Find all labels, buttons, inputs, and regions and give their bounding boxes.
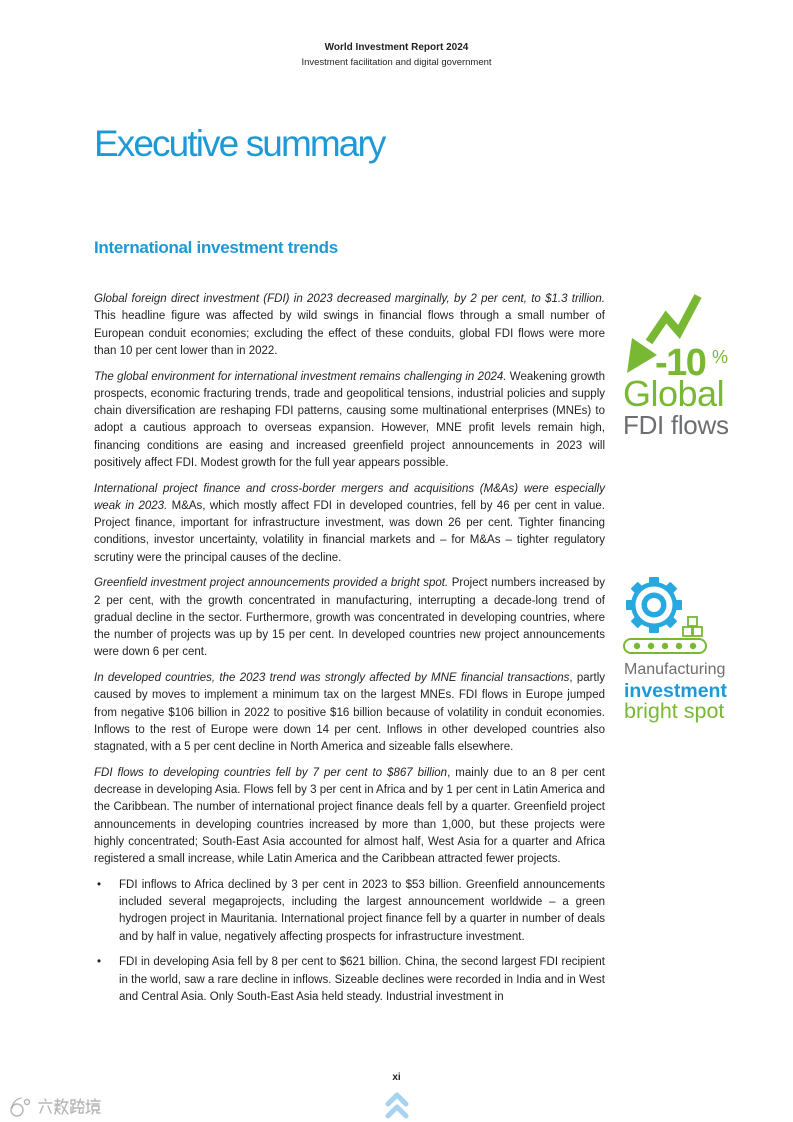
scroll-up-chevron-icon <box>384 1089 410 1121</box>
body-paragraph <box>94 670 605 756</box>
page-title: Executive summary <box>94 123 385 164</box>
fdi-callout-label-global: Global <box>623 373 725 414</box>
body-paragraph <box>94 765 605 869</box>
body-paragraph <box>94 369 605 473</box>
paragraph-lead: International project finance and cross-border mergers and acquisitions (M&As) were especially weak in 2023. <box>94 482 605 512</box>
running-head-subtitle: Investment facilitation and digital government <box>301 57 492 68</box>
body-paragraph <box>94 575 605 661</box>
running-head-title: World Investment Report 2024 <box>324 42 469 53</box>
watermark-logo <box>4 1093 108 1121</box>
body-text-column <box>94 291 605 1015</box>
bullet-icon: • <box>97 878 102 891</box>
paragraph-lead: The global environment for international investment remains challenging in 2024. <box>94 370 507 383</box>
paragraph-body: Weakening growth prospects, economic fracturing trends, trade and geopolitical tensions, industrial policies and supply chain diversification are reshaping FDI patterns, causing some multinational enterprises (MNEs) to adopt a cautious approach to overseas expansion. However, MNE profit levels remain high, financing conditions are easing and increased greenfield project announcements in 2023 will positively affect FDI. Modest growth for the full year appears possible. <box>94 370 605 469</box>
list-item <box>94 954 605 1006</box>
paragraph-lead: In developed countries, the 2023 trend was strongly affected by MNE financial transactions <box>94 672 570 684</box>
paragraph-body: This headline figure was affected by wild swings in financial flows through a small number of European conduit economies; excluding the effect of these conduits, global FDI flows were more than 10 per cent lower than in 2022. <box>94 310 605 357</box>
list-item-text: FDI inflows to Africa declined by 3 per cent in 2023 to $53 billion. Greenfield announcements included several megaprojects, including the largest announcement worldwide – a green hydrogen project in Mauritania. International project finance fell by a quarter in number of deals and by half in value, negatively affecting prospects for infrastructure investment. <box>119 878 605 943</box>
section-heading: International investment trends <box>94 238 338 257</box>
list-item-text: FDI in developing Asia fell by 8 per cent to $621 billion. China, the second largest FDI recipient in the world, saw a rare decline in inflows. Sizeable declines were recorded in India and in West and Central Asia. Only South-East Asia held steady. Industrial investment in <box>119 956 605 1003</box>
page-number: xi <box>392 1072 401 1083</box>
paragraph-body: Project numbers increased by 2 per cent, with the growth concentrated in manufacturing, interrupting a decade-long trend of gradual decline in the sector. Furthermore, growth was concentrated in developing countries, where the number of projects was up by 15 per cent. In developed countries new project announcements were down 6 per cent. <box>94 577 605 659</box>
paragraph-lead: Greenfield investment project announcements provided a bright spot. <box>94 577 449 590</box>
paragraph-lead: FDI flows to developing countries fell by 7 per cent to $867 billion <box>94 766 448 779</box>
fdi-change-unit: % <box>712 347 729 367</box>
paragraph-lead: Global foreign direct investment (FDI) in 2023 decreased marginally, by 2 per cent, to $1.3 trillion. <box>94 293 605 305</box>
fdi-callout-label-flows: FDI flows <box>623 410 729 440</box>
list-item <box>94 877 605 946</box>
manufacturing-callout-label: Manufacturing <box>624 661 726 678</box>
fdi-change-value: -10 <box>655 342 706 384</box>
body-paragraph <box>94 481 605 567</box>
paragraph-body: , partly caused by moves to implement a minimum tax on the largest MNEs. FDI flows in Europe jumped from negative $106 billion in 2022 to positive $16 billion because of volatility in conduit economies. Inflows to the rest of Europe were down 14 per cent. Inflows in other developed countries also stagnated, with a 5 per cent decline in North America and sizeable falls elsewhere. <box>94 672 606 753</box>
manufacturing-callout-highlight: investment <box>624 680 727 702</box>
bullet-icon: • <box>97 956 102 969</box>
conveyor-belt-icon <box>622 636 710 656</box>
manufacturing-callout-tagline: bright spot <box>624 699 725 723</box>
bullet-list <box>94 877 605 1006</box>
paragraph-body: , mainly due to an 8 per cent decrease in developing Asia. Flows fell by 3 per cent in Africa and by 1 per cent in Latin America and the Caribbean. The number of international project finance deals fell by a quarter. Greenfield project announcements in developing countries increased by more than 1,000, but these projects were highly concentrated; South-East Asia accounted for almost half, West Asia for a quarter and Africa registered a small increase, while Latin America and the Caribbean attracted fewer projects. <box>94 766 605 865</box>
paragraph-body: M&As, which mostly affect FDI in developed countries, fell by 46 per cent in value. Project finance, important for infrastructure investment, was down 26 per cent. Tighter financing conditions, investor uncertainty, volatility in financial markets and – for M&As – tighter regulatory scrutiny were the principal causes of the decline. <box>94 499 605 564</box>
body-paragraph <box>94 291 605 360</box>
gear-icon <box>622 574 686 638</box>
